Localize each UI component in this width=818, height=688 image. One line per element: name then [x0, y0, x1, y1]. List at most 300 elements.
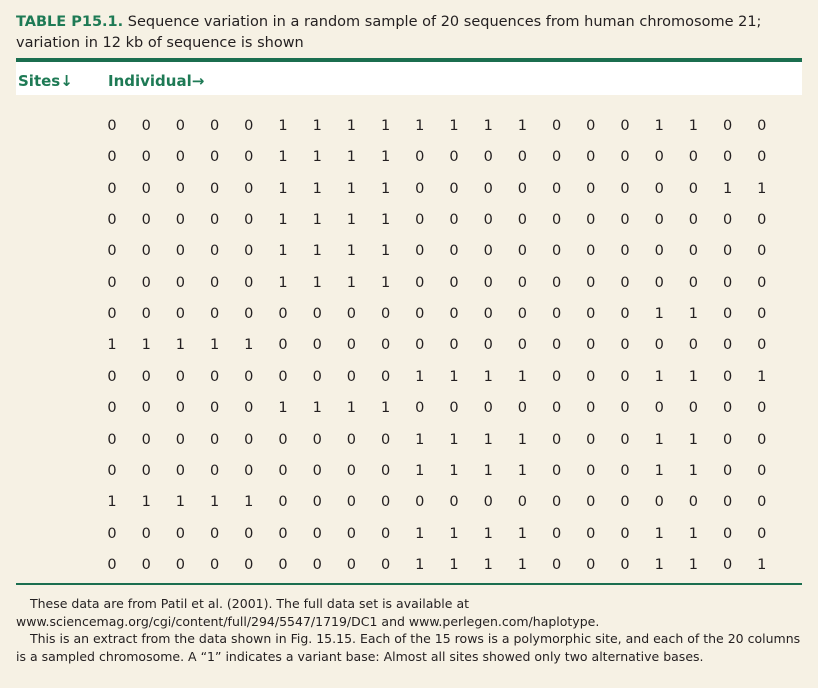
table-cell: 0	[449, 149, 459, 166]
table-cell: 0	[757, 149, 767, 166]
table-cell: 0	[586, 462, 596, 479]
table-cell: 0	[449, 306, 459, 323]
table-row	[0, 367, 818, 387]
table-cell: 0	[278, 494, 288, 511]
table-cell: 1	[312, 274, 322, 291]
table-cell: 0	[517, 149, 527, 166]
table-cell: 1	[380, 274, 391, 291]
table-cell: 0	[722, 274, 733, 291]
table-cell: 0	[722, 556, 733, 573]
table-cell: 1	[654, 556, 664, 573]
table-cell: 0	[312, 368, 322, 385]
table-cell: 0	[141, 274, 151, 291]
table-cell: 0	[688, 243, 698, 260]
table-row	[0, 335, 818, 355]
table-cell: 1	[380, 212, 391, 229]
table-cell: 0	[551, 212, 562, 229]
table-cell: 1	[688, 556, 698, 573]
notes-line2: www.sciencemag.org/cgi/content/full/294/5547/1719/DC1 and www.perlegen.com/haplotype.	[16, 613, 600, 629]
table-cell: 0	[722, 494, 733, 511]
table-cell: 0	[551, 180, 562, 197]
table-cell: 1	[244, 337, 254, 354]
table-cell: 0	[107, 274, 117, 291]
table-cell: 1	[380, 400, 391, 417]
table-cell: 0	[722, 337, 733, 354]
table-cell: 0	[586, 556, 596, 573]
table-cell: 0	[175, 462, 185, 479]
table-cell: 1	[141, 337, 151, 354]
table-cell: 1	[449, 462, 459, 479]
table-row	[0, 304, 818, 324]
table-cell: 1	[415, 462, 425, 479]
table-cell: 1	[175, 337, 185, 354]
table-cell: 1	[278, 149, 288, 166]
table-cell: 0	[141, 118, 151, 134]
table-cell: 0	[278, 556, 288, 573]
table-cell: 1	[346, 149, 356, 166]
table-cell: 1	[688, 368, 698, 385]
table-cell: 0	[586, 243, 596, 260]
table-cell: 1	[517, 118, 527, 134]
table-cell: 0	[620, 400, 630, 417]
table-cell: 0	[688, 180, 698, 197]
caption-text-line1: Sequence variation in a random sample of 20 sequences from human chromosome 21;	[123, 14, 762, 30]
table-cell: 1	[757, 368, 767, 385]
table-cell: 1	[312, 400, 322, 417]
table-cell: 0	[107, 462, 117, 479]
table-cell: 1	[483, 556, 493, 573]
table-cell: 0	[107, 243, 117, 260]
table-cell: 1	[688, 431, 698, 448]
table-cell: 0	[209, 306, 220, 323]
table-cell: 0	[722, 431, 733, 448]
table-cell: 0	[244, 243, 254, 260]
table-cell: 1	[449, 431, 459, 448]
table-cell: 0	[175, 243, 185, 260]
table-cell: 0	[551, 400, 562, 417]
table-cell: 0	[380, 368, 391, 385]
table-cell: 0	[586, 368, 596, 385]
table-cell: 0	[209, 243, 220, 260]
table-cell: 0	[107, 431, 117, 448]
table-row	[0, 430, 818, 450]
table-cell: 0	[415, 243, 425, 260]
table-cell: 1	[517, 525, 527, 542]
table-cell: 1	[415, 118, 425, 134]
table-cell: 0	[757, 243, 767, 260]
table-cell: 0	[346, 306, 356, 323]
table-cell: 0	[483, 149, 493, 166]
bottom-rule	[16, 583, 802, 585]
table-cell: 1	[483, 525, 493, 542]
table-cell: 0	[278, 431, 288, 448]
table-cell: 0	[107, 400, 117, 417]
table-cell: 0	[346, 525, 356, 542]
table-cell: 1	[757, 556, 767, 573]
table-cell: 0	[107, 306, 117, 323]
table-cell: 0	[415, 212, 425, 229]
table-row	[0, 116, 818, 136]
table-cell: 1	[415, 556, 425, 573]
table-cell: 0	[107, 525, 117, 542]
table-cell: 0	[380, 337, 391, 354]
table-cell: 0	[107, 118, 117, 134]
table-cell: 0	[346, 462, 356, 479]
table-cell: 1	[312, 212, 322, 229]
table-cell: 0	[244, 368, 254, 385]
table-row	[0, 461, 818, 481]
table-cell: 0	[722, 118, 733, 134]
table-cell: 1	[380, 118, 391, 134]
column-header-individual: Individual→	[108, 72, 205, 90]
table-cell: 1	[209, 337, 220, 354]
table-cell: 0	[757, 118, 767, 134]
table-cell: 0	[449, 274, 459, 291]
table-cell: 0	[620, 431, 630, 448]
table-cell: 0	[586, 180, 596, 197]
table-cell: 1	[483, 431, 493, 448]
table-cell: 0	[244, 400, 254, 417]
table-cell: 1	[449, 556, 459, 573]
table-cell: 0	[415, 149, 425, 166]
table-row	[0, 210, 818, 230]
table-cell: 0	[175, 118, 185, 134]
table-cell: 0	[175, 556, 185, 573]
table-cell: 0	[757, 431, 767, 448]
table-cell: 0	[483, 494, 493, 511]
table-cell: 1	[517, 462, 527, 479]
table-cell: 0	[175, 525, 185, 542]
table-cell: 0	[586, 337, 596, 354]
table-cell: 0	[175, 274, 185, 291]
table-cell: 0	[312, 337, 322, 354]
table-cell: 0	[141, 306, 151, 323]
table-cell: 1	[380, 149, 391, 166]
table-cell: 0	[244, 118, 254, 134]
table-cell: 0	[244, 306, 254, 323]
table-cell: 0	[551, 306, 562, 323]
table-cell: 0	[586, 431, 596, 448]
table-cell: 0	[757, 337, 767, 354]
table-cell: 0	[517, 494, 527, 511]
table-cell: 1	[517, 368, 527, 385]
table-cell: 0	[654, 274, 664, 291]
table-cell: 0	[209, 180, 220, 197]
table-cell: 0	[346, 556, 356, 573]
table-cell: 0	[141, 400, 151, 417]
table-cell: 0	[620, 337, 630, 354]
table-cell: 1	[517, 431, 527, 448]
table-cell: 0	[175, 431, 185, 448]
table-cell: 0	[346, 337, 356, 354]
table-cell: 0	[209, 525, 220, 542]
table-cell: 0	[620, 494, 630, 511]
table-cell: 0	[620, 149, 630, 166]
table-cell: 0	[312, 556, 322, 573]
table-cell: 0	[415, 494, 425, 511]
table-cell: 1	[278, 180, 288, 197]
notes-line3: This is an extract from the data shown in Fig. 15.15. Each of the 15 rows is a polymorphic site, and each of the 20 columns	[30, 631, 801, 646]
table-row	[0, 147, 818, 167]
table-cell: 0	[278, 337, 288, 354]
table-cell: 0	[654, 337, 664, 354]
table-cell: 0	[551, 368, 562, 385]
table-cell: 1	[449, 525, 459, 542]
table-caption	[16, 12, 806, 54]
table-cell: 0	[722, 212, 733, 229]
table-cell: 1	[278, 118, 288, 134]
table-cell: 0	[586, 400, 596, 417]
table-cell: 0	[551, 494, 562, 511]
table-cell: 0	[722, 525, 733, 542]
table-cell: 0	[620, 212, 630, 229]
table-cell: 0	[141, 368, 151, 385]
table-cell: 0	[620, 243, 630, 260]
table-cell: 0	[209, 431, 220, 448]
table-cell: 0	[551, 431, 562, 448]
table-cell: 1	[654, 306, 664, 323]
table-cell: 0	[586, 212, 596, 229]
table-cell: 0	[620, 556, 630, 573]
table-cell: 1	[380, 180, 391, 197]
table-cell: 0	[209, 118, 220, 134]
table-cell: 0	[141, 180, 151, 197]
column-header-sites: Sites↓	[18, 72, 73, 90]
table-cell: 0	[551, 337, 562, 354]
table-cell: 0	[483, 337, 493, 354]
table-cell: 1	[175, 494, 185, 511]
table-cell: 0	[449, 400, 459, 417]
table-row	[0, 524, 818, 544]
table-cell: 1	[278, 212, 288, 229]
table-cell: 0	[312, 525, 322, 542]
table-cell: 0	[380, 494, 391, 511]
table-cell: 0	[380, 525, 391, 542]
table-cell: 0	[586, 149, 596, 166]
table-cell: 0	[346, 494, 356, 511]
table-row	[0, 241, 818, 261]
table-cell: 0	[141, 149, 151, 166]
table-cell: 0	[517, 212, 527, 229]
table-cell: 1	[346, 180, 356, 197]
table-cell: 0	[244, 180, 254, 197]
table-cell: 0	[517, 180, 527, 197]
table-cell: 0	[517, 400, 527, 417]
table-row	[0, 273, 818, 293]
table-cell: 0	[449, 337, 459, 354]
table-cell: 0	[688, 212, 698, 229]
table-cell: 1	[141, 494, 151, 511]
table-cell: 0	[517, 243, 527, 260]
table-cell: 0	[620, 462, 630, 479]
caption-text-line2: variation in 12 kb of sequence is shown	[16, 35, 304, 51]
table-cell: 0	[346, 368, 356, 385]
table-cell: 0	[278, 368, 288, 385]
table-label: TABLE P15.1.	[16, 14, 124, 30]
table-cell: 0	[209, 274, 220, 291]
table-cell: 0	[654, 243, 664, 260]
table-cell: 0	[654, 180, 664, 197]
table-cell: 0	[722, 243, 733, 260]
table-cell: 0	[415, 400, 425, 417]
table-cell: 1	[380, 243, 391, 260]
table-cell: 0	[757, 494, 767, 511]
table-cell: 1	[107, 337, 117, 354]
table-cell: 0	[278, 462, 288, 479]
table-cell: 0	[141, 243, 151, 260]
table-cell: 0	[551, 274, 562, 291]
notes-line4: is a sampled chromosome. A “1” indicates a variant base: Almost all sites showed only two alternative bases.	[16, 648, 704, 664]
table-cell: 0	[517, 306, 527, 323]
table-cell: 0	[654, 494, 664, 511]
table-cell: 1	[483, 368, 493, 385]
table-cell: 0	[620, 368, 630, 385]
table-cell: 0	[722, 149, 733, 166]
table-cell: 1	[278, 274, 288, 291]
table-cell: 0	[244, 556, 254, 573]
table-cell: 0	[654, 149, 664, 166]
table-cell: 0	[380, 306, 391, 323]
table-cell: 1	[415, 431, 425, 448]
table-cell: 0	[620, 306, 630, 323]
table-cell: 0	[551, 462, 562, 479]
notes-line1: These data are from Patil et al. (2001). The full data set is available at	[30, 596, 470, 611]
table-cell: 0	[244, 212, 254, 229]
table-cell: 0	[175, 400, 185, 417]
table-cell: 0	[551, 525, 562, 542]
table-cell: 0	[688, 337, 698, 354]
table-cell: 1	[415, 368, 425, 385]
table-cell: 0	[551, 556, 562, 573]
table-cell: 1	[688, 118, 698, 134]
table-cell: 1	[654, 368, 664, 385]
table-cell: 0	[209, 149, 220, 166]
table-row	[0, 179, 818, 199]
table-cell: 1	[688, 525, 698, 542]
table-cell: 1	[688, 306, 698, 323]
table-cell: 0	[688, 274, 698, 291]
table-cell: 0	[551, 118, 562, 134]
table-cell: 1	[654, 525, 664, 542]
table-cell: 0	[517, 274, 527, 291]
table-cell: 0	[312, 462, 322, 479]
table-cell: 0	[346, 431, 356, 448]
table-cell: 1	[346, 243, 356, 260]
table-cell: 0	[141, 556, 151, 573]
table-cell: 0	[209, 462, 220, 479]
table-cell: 0	[483, 180, 493, 197]
table-cell: 0	[244, 274, 254, 291]
table-cell: 1	[483, 462, 493, 479]
table-cell: 0	[551, 243, 562, 260]
table-cell: 0	[209, 400, 220, 417]
table-row	[0, 555, 818, 575]
table-cell: 0	[586, 118, 596, 134]
table-cell: 1	[312, 118, 322, 134]
table-cell: 0	[688, 400, 698, 417]
table-cell: 0	[449, 494, 459, 511]
table-notes	[16, 595, 806, 665]
table-cell: 0	[757, 462, 767, 479]
table-cell: 0	[449, 243, 459, 260]
table-cell: 0	[175, 368, 185, 385]
table-cell: 0	[278, 525, 288, 542]
table-cell: 0	[141, 462, 151, 479]
table-cell: 1	[346, 400, 356, 417]
table-cell: 0	[722, 306, 733, 323]
table-cell: 1	[517, 556, 527, 573]
table-cell: 1	[244, 494, 254, 511]
table-cell: 0	[722, 368, 733, 385]
table-cell: 0	[586, 306, 596, 323]
table-cell: 0	[586, 274, 596, 291]
table-cell: 1	[107, 494, 117, 511]
table-cell: 1	[483, 118, 493, 134]
table-cell: 0	[175, 212, 185, 229]
table-cell: 0	[757, 274, 767, 291]
table-cell: 0	[209, 368, 220, 385]
table-cell: 0	[620, 525, 630, 542]
table-cell: 0	[620, 274, 630, 291]
table-cell: 0	[722, 400, 733, 417]
table-cell: 0	[415, 274, 425, 291]
table-cell: 0	[312, 494, 322, 511]
table-cell: 0	[483, 274, 493, 291]
table-cell: 1	[415, 525, 425, 542]
table-cell: 0	[688, 149, 698, 166]
table-cell: 0	[209, 212, 220, 229]
table-cell: 0	[175, 180, 185, 197]
table-cell: 0	[175, 306, 185, 323]
table-cell: 0	[757, 400, 767, 417]
table-cell: 0	[449, 180, 459, 197]
table-cell: 0	[209, 556, 220, 573]
table-cell: 1	[346, 274, 356, 291]
table-row	[0, 492, 818, 512]
table-cell: 1	[312, 243, 322, 260]
table-cell: 0	[415, 337, 425, 354]
table-cell: 0	[244, 149, 254, 166]
table-cell: 0	[107, 368, 117, 385]
table-cell: 0	[380, 462, 391, 479]
table-cell: 0	[278, 306, 288, 323]
table-cell: 0	[380, 556, 391, 573]
table-cell: 0	[244, 431, 254, 448]
table-cell: 1	[346, 118, 356, 134]
table-cell: 1	[278, 243, 288, 260]
table-cell: 0	[175, 149, 185, 166]
table-cell: 0	[244, 462, 254, 479]
table-cell: 0	[620, 180, 630, 197]
table-row	[0, 398, 818, 418]
table-cell: 0	[551, 149, 562, 166]
table-cell: 1	[209, 494, 220, 511]
table-cell: 0	[654, 212, 664, 229]
table-cell: 0	[586, 494, 596, 511]
table-cell: 1	[654, 431, 664, 448]
table-cell: 0	[620, 118, 630, 134]
table-cell: 0	[483, 243, 493, 260]
table-cell: 0	[415, 306, 425, 323]
table-cell: 1	[278, 400, 288, 417]
table-cell: 0	[483, 212, 493, 229]
table-cell: 0	[380, 431, 391, 448]
table-cell: 1	[346, 212, 356, 229]
table-cell: 1	[688, 462, 698, 479]
table-cell: 0	[688, 494, 698, 511]
table-cell: 0	[757, 306, 767, 323]
table-cell: 0	[449, 212, 459, 229]
